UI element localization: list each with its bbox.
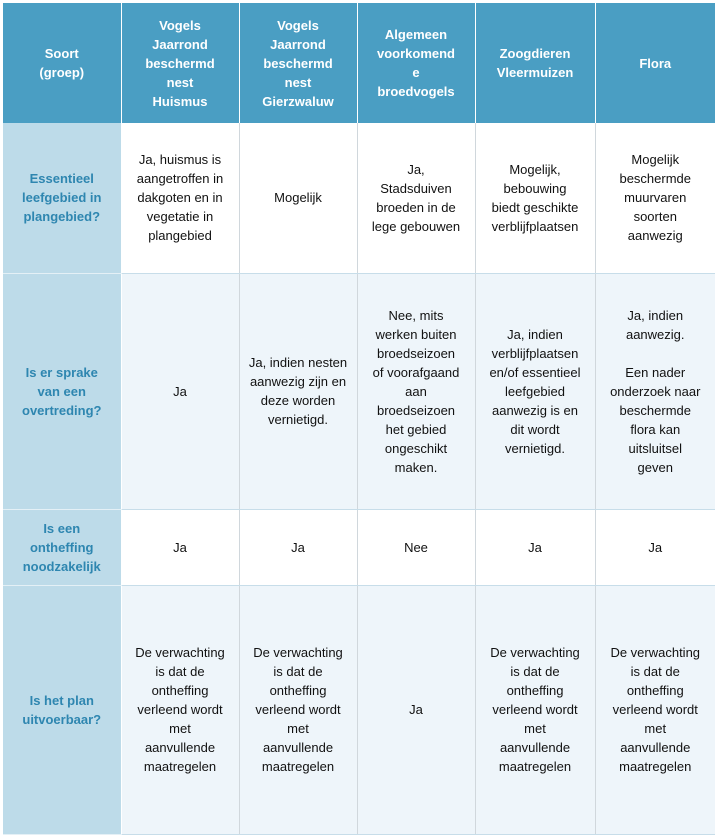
cell-leefgebied-vleermuizen: Mogelijk, bebouwing biedt geschikte verblijfplaatsen xyxy=(475,123,595,273)
cell-ontheffing-flora: Ja xyxy=(595,509,715,585)
cell-ontheffing-broedvogels: Nee xyxy=(357,509,475,585)
cell-uitvoerbaar-broedvogels: Ja xyxy=(357,585,475,834)
cell-ontheffing-gierzwaluw: Ja xyxy=(239,509,357,585)
cell-leefgebied-huismus: Ja, huismus is aangetroffen in dakgoten en in vegetatie in plangebied xyxy=(121,123,239,273)
row-label-ontheffing: Is een ontheffing noodzakelijk xyxy=(3,509,121,585)
cell-leefgebied-flora: Mogelijk beschermde muurvaren soorten aanwezig xyxy=(595,123,715,273)
table-row-overtreding xyxy=(3,273,715,509)
cell-uitvoerbaar-gierzwaluw: De verwachting is dat de ontheffing verleend wordt met aanvullende maatregelen xyxy=(239,585,357,834)
cell-overtreding-flora: Ja, indien aanwezig. Een nader onderzoek naar beschermde flora kan uitsluitsel geven xyxy=(595,273,715,509)
cell-overtreding-gierzwaluw: Ja, indien nesten aanwezig zijn en deze worden vernietigd. xyxy=(239,273,357,509)
row-label-leefgebied: Essentieel leefgebied in plangebied? xyxy=(3,123,121,273)
row-label-uitvoerbaar: Is het plan uitvoerbaar? xyxy=(3,585,121,834)
header-gierzwaluw: Vogels Jaarrond beschermd nest Gierzwaluw xyxy=(239,3,357,123)
cell-uitvoerbaar-flora: De verwachting is dat de ontheffing verleend wordt met aanvullende maatregelen xyxy=(595,585,715,834)
cell-overtreding-broedvogels: Nee, mits werken buiten broedseizoen of voorafgaand aan broedseizoen het gebied ongeschikt maken. xyxy=(357,273,475,509)
table-row-uitvoerbaar xyxy=(3,585,715,834)
table-header-row xyxy=(3,3,715,123)
table-row-ontheffing xyxy=(3,509,715,585)
cell-overtreding-vleermuizen: Ja, indien verblijfplaatsen en/of essentieel leefgebied aanwezig is en dit wordt vernietigd. xyxy=(475,273,595,509)
row-label-overtreding: Is er sprake van een overtreding? xyxy=(3,273,121,509)
species-table-container xyxy=(3,3,715,832)
header-flora: Flora xyxy=(595,3,715,123)
header-species-group: Soort (groep) xyxy=(3,3,121,123)
cell-overtreding-huismus: Ja xyxy=(121,273,239,509)
header-broedvogels: Algemeen voorkomend e broedvogels xyxy=(357,3,475,123)
cell-ontheffing-huismus: Ja xyxy=(121,509,239,585)
table-row-leefgebied xyxy=(3,123,715,273)
species-assessment-table xyxy=(3,3,715,835)
cell-ontheffing-vleermuizen: Ja xyxy=(475,509,595,585)
header-huismus: Vogels Jaarrond beschermd nest Huismus xyxy=(121,3,239,123)
cell-leefgebied-gierzwaluw: Mogelijk xyxy=(239,123,357,273)
cell-leefgebied-broedvogels: Ja, Stadsduiven broeden in de lege gebouwen xyxy=(357,123,475,273)
header-vleermuizen: Zoogdieren Vleermuizen xyxy=(475,3,595,123)
cell-uitvoerbaar-huismus: De verwachting is dat de ontheffing verleend wordt met aanvullende maatregelen xyxy=(121,585,239,834)
cell-uitvoerbaar-vleermuizen: De verwachting is dat de ontheffing verleend wordt met aanvullende maatregelen xyxy=(475,585,595,834)
